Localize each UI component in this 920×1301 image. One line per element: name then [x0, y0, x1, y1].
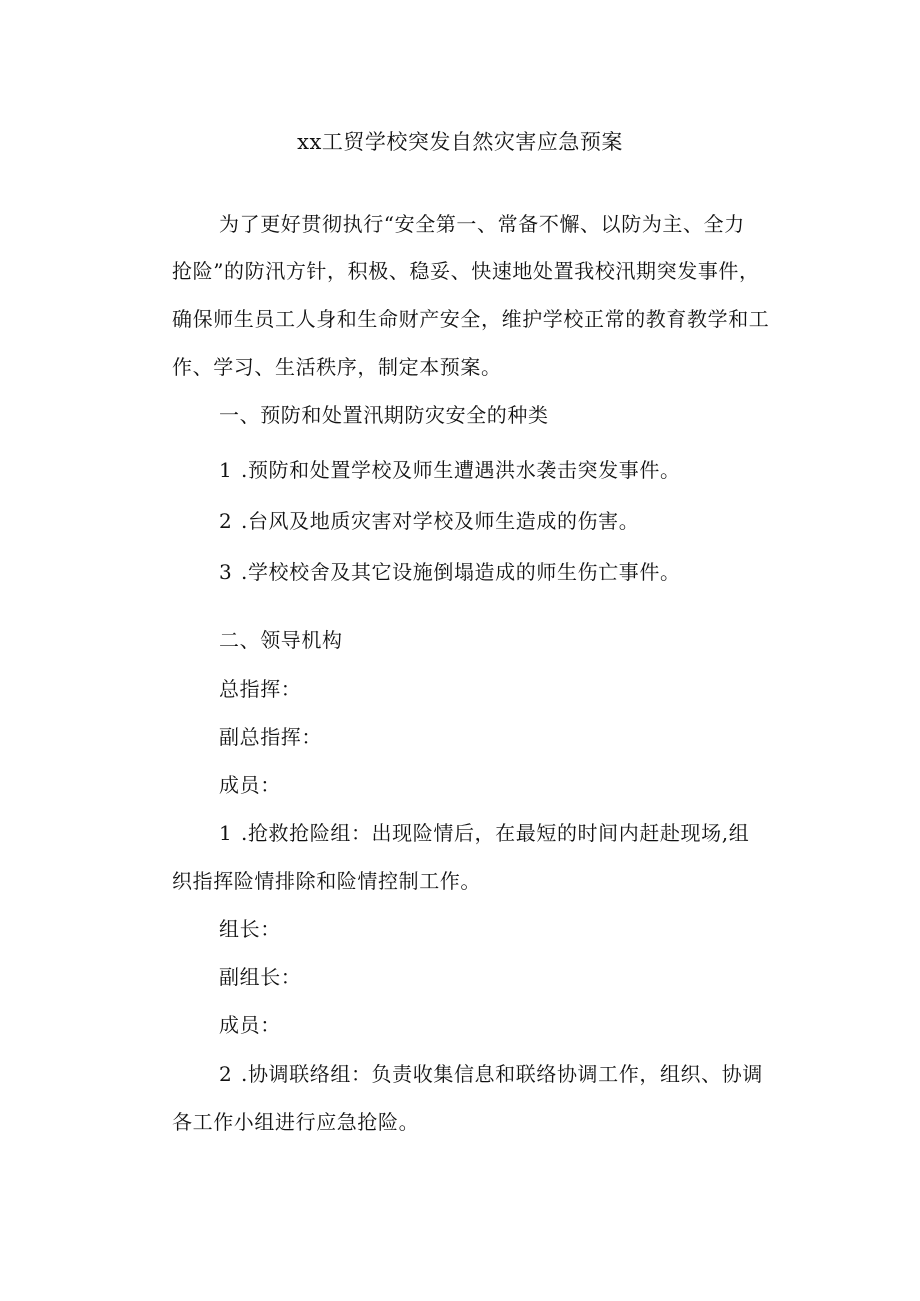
section1-item-2: [219, 506, 759, 536]
group-number: 2: [219, 1062, 233, 1086]
item-text: .学校校舍及其它设施倒塌造成的师生伤亡事件。: [241, 560, 681, 584]
group1-leader-label: 组长：: [219, 917, 281, 941]
section1-heading: 一、预防和处置汛期防灾安全的种类: [219, 403, 549, 427]
group-text: .抢救抢险组：出现险情后，在最短的时间内赶赴现场,组: [241, 821, 750, 845]
item-number: 2: [219, 509, 233, 533]
intro-line-3: 确保师生员工人身和生命财产安全，维护学校正常的教育教学和工: [172, 307, 770, 331]
section1-item-3: [219, 557, 759, 587]
section1-item-1: [219, 455, 759, 485]
group-number: 1: [219, 821, 233, 845]
group1-members-label: 成员：: [219, 1013, 281, 1037]
item-number: 1: [219, 458, 233, 482]
group1-line-1: [219, 818, 759, 848]
group2-line-1: [219, 1059, 763, 1089]
group1-line-2: 织指挥险情排除和险情控制工作。: [172, 869, 481, 893]
members-label: 成员：: [219, 773, 281, 797]
item-text: .预防和处置学校及师生遭遇洪水袭击突发事件。: [241, 458, 681, 482]
group-text: .协调联络组：负责收集信息和联络协调工作，组织、协调: [241, 1062, 763, 1086]
deputy-commander-label: 副总指挥：: [219, 725, 322, 749]
item-number: 3: [219, 560, 233, 584]
item-text: .台风及地质灾害对学校及师生造成的伤害。: [241, 509, 640, 533]
commander-label: 总指挥：: [219, 677, 302, 701]
intro-line-1: 为了更好贯彻执行“安全第一、常备不懈、以防为主、全力: [219, 212, 745, 236]
section2-heading: 二、领导机构: [219, 628, 343, 652]
intro-line-4: 作、学习、生活秩序，制定本预案。: [172, 355, 502, 379]
document-title: xx工贸学校突发自然灾害应急预案: [297, 130, 623, 154]
intro-line-2: 抢险”的防汛方针，积极、稳妥、快速地处置我校汛期突发事件，: [172, 259, 760, 283]
group2-line-2: 各工作小组进行应急抢险。: [172, 1110, 420, 1134]
group1-deputy-leader-label: 副组长：: [219, 965, 302, 989]
